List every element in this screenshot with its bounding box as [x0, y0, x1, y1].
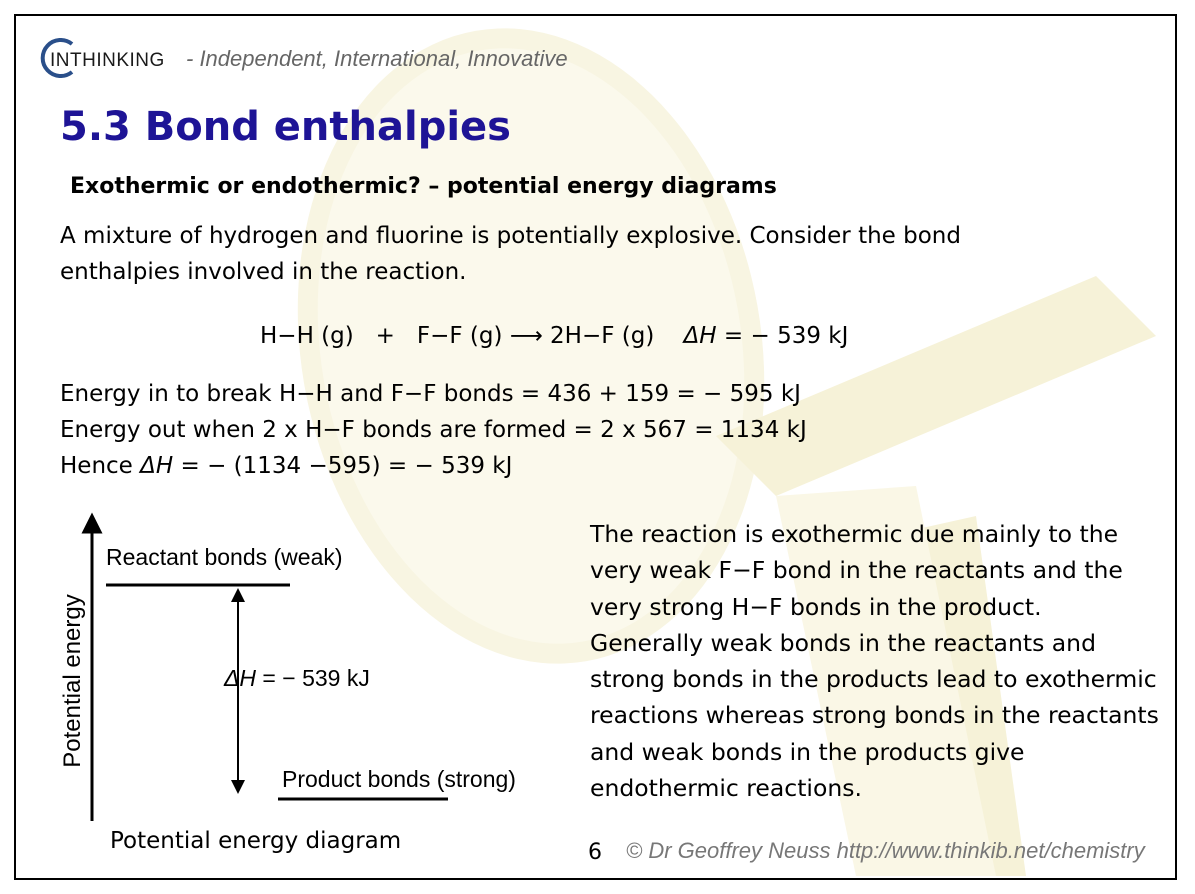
slide	[14, 14, 1177, 880]
calc-line-energy-in: Energy in to break H−H and F−F bonds = 436 + 159 = − 595 kJ	[60, 381, 801, 407]
tagline: - Independent, International, Innovative	[186, 46, 568, 71]
calculation-block	[60, 376, 807, 484]
logo-text: INTHINKING	[50, 50, 165, 71]
reaction-equation	[260, 318, 848, 354]
diagram-caption: Potential energy diagram	[110, 828, 402, 854]
diagram-delta-h-label: ΔH = − 539 kJ	[224, 665, 370, 691]
calc-line-hence	[60, 448, 807, 484]
calc-delta-h-symbol: ΔH	[140, 453, 174, 479]
explanation-paragraph: The reaction is exothermic due mainly to the very weak F−F bond in the reactants and the very strong H−F bonds in the product. Generally weak bonds in the reactants and strong bonds in the products lead to exothermic reactions whereas strong bonds in the reactants and weak bonds in the products give endothermic reactions.	[590, 520, 1159, 803]
calc-line-energy-out: Energy out when 2 x H−F bonds are formed = 2 x 567 = 1134 kJ	[60, 417, 807, 443]
copyright-notice: © Dr Geoffrey Neuss http://www.thinkib.net/chemistry	[626, 838, 1145, 863]
delta-h-value: = − 539 kJ	[716, 323, 849, 349]
calc-hence-rest: = − (1134 −595) = − 539 kJ	[173, 453, 513, 479]
section-subtitle: Exothermic or endothermic? – potential energy diagrams	[70, 174, 777, 199]
product-label: Product bonds (strong)	[282, 766, 516, 792]
calc-hence-prefix: Hence	[60, 453, 141, 479]
potential-energy-diagram	[42, 511, 572, 831]
y-axis-label: Potential energy	[59, 594, 86, 768]
page-title: 5.3 Bond enthalpies	[60, 104, 511, 150]
page-number: 6	[588, 840, 602, 865]
reactant-label: Reactant bonds (weak)	[106, 544, 343, 570]
reaction-text: H−H (g) + F−F (g) ⟶ 2H−F (g)	[260, 323, 655, 349]
delta-h-symbol: ΔH	[683, 323, 717, 349]
intro-paragraph: A mixture of hydrogen and fluorine is potentially explosive. Consider the bond enthalpies involved in the reaction.	[60, 223, 961, 285]
